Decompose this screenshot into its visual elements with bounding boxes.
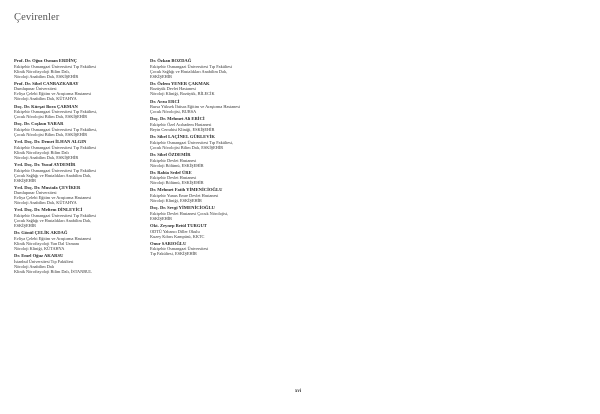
translator-name: Dr. Sibel LAÇİNEL GÜRLEVİK xyxy=(150,134,215,140)
translator-entry xyxy=(150,58,300,79)
translator-entry xyxy=(150,152,300,168)
affiliation-line: ESKİŞEHİR xyxy=(14,223,36,229)
affiliation-line: Çocuk Nörolojisi Bilim Dalı, ESKİŞEHİR xyxy=(150,144,224,150)
translator-name: Dr. Mehmet Fatih YİMENİCİOĞLU xyxy=(150,187,223,193)
translator-entry xyxy=(14,185,164,206)
translator-name: Okt. Zeynep Betül TURGUT xyxy=(150,223,207,229)
page-title: Çevirenler xyxy=(14,12,60,23)
translator-name: Doç. Dr. Coşkun YARAR xyxy=(14,121,64,127)
affiliation-line: Tıp Fakültesi, ESKİŞEHİR xyxy=(150,251,197,257)
affiliation-line: Nöroloji Kliniği, KÜTAHYA xyxy=(14,245,65,251)
translator-entry xyxy=(14,58,164,79)
translator-entry xyxy=(150,99,300,115)
translator-name: Dr. Özkan BOZDAĞ xyxy=(150,58,192,63)
translator-name: Yrd. Doç. Dr. Mustafa ÇEVİKER xyxy=(14,184,81,190)
translator-name: Yrd. Doç. Dr. Meltem DİNLEYİCİ xyxy=(14,207,83,213)
left-translator-column xyxy=(14,58,164,276)
translator-entry xyxy=(150,223,300,239)
translator-entry xyxy=(150,187,300,203)
affiliation-line: ODTÜ Yabancı Diller Okulu xyxy=(150,228,200,234)
affiliation-line: İstanbul Üniversitesi Tıp Fakültesi xyxy=(14,258,74,264)
translator-name: Prof. Dr. Oğuz Osman ERDİNÇ xyxy=(14,58,78,63)
translator-entry xyxy=(14,81,164,102)
affiliation-line: Nöroloji Anabilim Dalı xyxy=(14,263,55,269)
right-translator-column xyxy=(150,58,300,259)
affiliation-line: Nöroloji Anabilim Dalı, ESKİŞEHİR xyxy=(14,154,79,160)
affiliation-line: Eskişehir Devlet Hastanesi Çocuk Nörolojisi, xyxy=(150,210,229,216)
translator-entry xyxy=(150,241,300,257)
translator-entry xyxy=(14,139,164,160)
translator-name: Dr. Özlem YENER ÇAKMAK xyxy=(150,80,210,86)
translator-name: Yrd. Doç. Dr. Demet İLHAN ALGIN xyxy=(14,139,87,145)
affiliation-line: Eskişehir Osmangazi Üniversitesi Tıp Fakültesi xyxy=(14,167,97,173)
affiliation-line: Çocuk Nörolojisi, BURSA xyxy=(150,109,197,115)
affiliation-line: Eskişehir Osmangazi Üniversitesi Tıp Fakültesi xyxy=(150,63,233,69)
affiliation-line: Eskişehir Devlet Hastanesi xyxy=(150,175,197,181)
translator-entry xyxy=(150,170,300,186)
affiliation-line: Nöroloji Kliniği, Bozüyük, BİLECİK xyxy=(150,91,215,97)
affiliation-line: Bozüyük Devlet Hastanesi xyxy=(150,86,196,92)
affiliation-line: Klinik Nörofizyoloji Bilim Dalı, İSTANBUL xyxy=(14,268,92,274)
affiliation-line: Eskişehir Osmangazi Üniversitesi Tıp Fakültesi, xyxy=(150,139,234,145)
translator-entry xyxy=(14,162,164,183)
affiliation-line: Dumlupınar Üniversitesi xyxy=(14,86,57,92)
translator-name: Doç. Dr. Kürşat Bora ÇARMAN xyxy=(14,103,78,109)
affiliation-line: Klinik Nörofizyoloji Bilim Dalı xyxy=(14,149,69,155)
affiliation-line: Çocuk Sağlığı ve Hastalıkları Anabilim Dalı, xyxy=(14,172,92,178)
translator-name: Doç. Dr. Mehmet Ali ERİCİ xyxy=(150,116,205,122)
affiliation-line: Eskişehir Özel Acıbadem Hastanesi xyxy=(150,121,212,127)
affiliation-line: Kuzey Kıbrıs Kampüsü, KKTC xyxy=(150,233,205,239)
translator-name: Dr. Gönül ÇELİK AKDAĞ xyxy=(14,230,68,236)
affiliation-line: Beyin Cerrahisi Kliniği, ESKİŞEHİR xyxy=(150,126,215,132)
affiliation-line: Eskişehir Yunus Emre Devlet Hastanesi xyxy=(150,193,219,199)
affiliation-line: Evliya Çelebi Eğitim ve Araştırma Hastanesi xyxy=(14,91,92,97)
affiliation-line: Eskişehir Osmangazi Üniversitesi Tıp Fakültesi xyxy=(14,144,97,150)
affiliation-line: ESKİŞEHİR xyxy=(14,177,36,183)
affiliation-line: Dumlupınar Üniversitesi xyxy=(14,190,57,196)
translator-name: Dr. Arzu ERCİ xyxy=(150,98,180,104)
affiliation-line: Eskişehir Osmangazi Üniversitesi Tıp Fakültesi, xyxy=(14,109,98,115)
affiliation-line: Klinik Nörofizyoloji Bilim Dalı, xyxy=(14,68,70,74)
translator-name: Dr. Emel Oğuz AKARSU xyxy=(14,253,64,259)
translator-name: Prof. Dr. Sibel CANBAZKABAY xyxy=(14,80,79,86)
affiliation-line: Nöroloji Bölümü, ESKİŞEHİR xyxy=(150,162,204,168)
affiliation-line: Çocuk Sağlığı ve Hastalıkları Anabilim Dalı, xyxy=(14,218,92,224)
translator-entry xyxy=(14,121,164,137)
affiliation-line: Nöroloji Kliniği, ESKİŞEHİR xyxy=(150,198,202,204)
affiliation-line: Eskişehir Osmangazi Üniversitesi Tıp Fakültesi, xyxy=(14,126,98,132)
affiliation-line: Eskişehir Osmangazi Üniversitesi Tıp Fakültesi xyxy=(14,63,97,69)
affiliation-line: ESKİŞEHİR xyxy=(150,215,172,221)
translator-entry xyxy=(150,81,300,97)
affiliation-line: Nöroloji Anabilim Dalı, KÜTAHYA xyxy=(14,200,77,206)
affiliation-line: Nöroloji Anabilim Dalı, KÜTAHYA xyxy=(14,96,77,102)
affiliation-line: Eskişehir Osmangazi Üniversitesi Tıp Fakültesi xyxy=(14,213,97,219)
affiliation-line: Çocuk Nörolojisi Bilim Dalı, ESKİŞEHİR xyxy=(14,131,88,137)
translator-entry xyxy=(150,134,300,150)
translator-name: Dr. Sibel ÖZDEMİR xyxy=(150,151,191,157)
translator-entry xyxy=(150,116,300,132)
translator-name: Dr. Rabia Sedef ÜRE xyxy=(150,169,192,175)
translator-entry xyxy=(14,104,164,120)
translator-entry xyxy=(150,205,300,221)
translator-entry xyxy=(14,253,164,274)
affiliation-line: Çocuk Nörolojisi Bilim Dalı, ESKİŞEHİR xyxy=(14,114,88,120)
translator-entry xyxy=(14,230,164,251)
affiliation-line: Evliya Çelebi Eğitim ve Araştırma Hastanesi xyxy=(14,235,92,241)
affiliation-line: Çocuk Sağlığı ve Hastalıkları Anabilim Dalı, xyxy=(150,68,228,74)
page-number: xvi xyxy=(295,389,302,394)
translator-name: Doç. Dr. Sevgi YİMENİCİOĞLU xyxy=(150,205,215,211)
affiliation-line: Eskişehir Devlet Hastanesi xyxy=(150,157,197,163)
affiliation-line: Klinik Nörofizyoloji Yan Dal Uzmanı xyxy=(14,240,80,246)
translator-entry xyxy=(14,207,164,228)
affiliation-line: Bursa Yüksek İhtisas Eğitim ve Araştırma Hastanesi xyxy=(150,104,241,110)
affiliation-line: Eskişehir Osmangazi Üniversitesi xyxy=(150,246,209,252)
translator-name: Yrd. Doç. Dr. Yusuf AYDEMİR xyxy=(14,161,76,167)
affiliation-line: ESKİŞEHİR xyxy=(150,73,172,79)
affiliation-line: Evliya Çelebi Eğitim ve Araştırma Hastanesi xyxy=(14,195,92,201)
affiliation-line: Nöroloji Bölümü, ESKİŞEHİR xyxy=(150,180,204,186)
affiliation-line: Nöroloji Anabilim Dalı, ESKİŞEHİR xyxy=(14,73,79,79)
translator-name: Onur SARIOĞLU xyxy=(150,240,187,246)
